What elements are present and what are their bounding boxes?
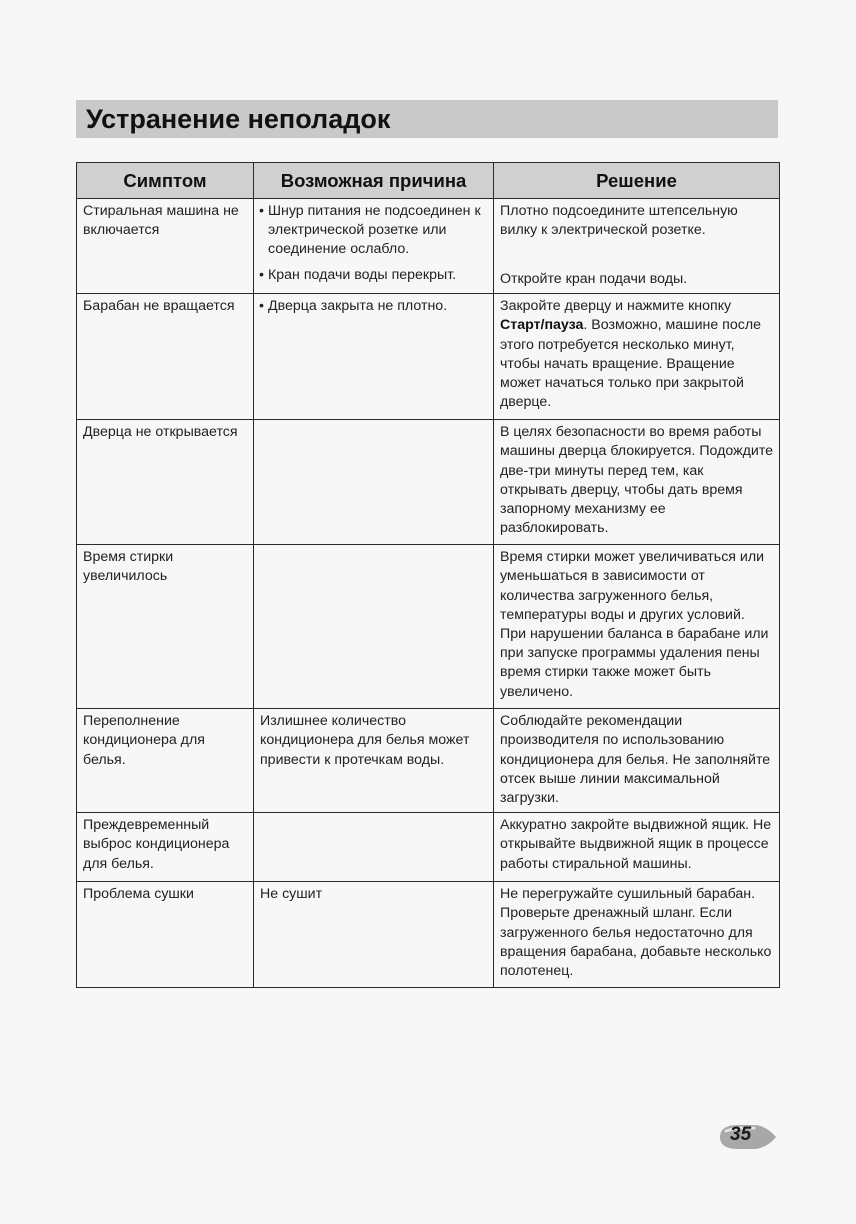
cause-cell bbox=[254, 882, 494, 988]
solution-cell bbox=[494, 813, 780, 882]
symptom-text: Дверца не открывается bbox=[83, 424, 238, 441]
symptom-cell bbox=[77, 813, 254, 882]
page-number-badge bbox=[716, 1122, 776, 1152]
cause-cell bbox=[254, 545, 494, 709]
bullet-icon: • bbox=[259, 298, 264, 315]
solution-cell bbox=[494, 199, 780, 294]
cause-item bbox=[254, 294, 493, 316]
symptom-text: Преждевременный выброс кондиционера для белья. bbox=[83, 817, 230, 872]
bullet-icon: • bbox=[259, 203, 264, 219]
solution-text: Соблюдайте рекомендации производителя по использованию кондиционера для белья. Не заполняйте отсек выше линии максимальной загрузки. bbox=[500, 713, 771, 807]
solution-cell bbox=[494, 294, 780, 420]
cause-cell bbox=[254, 294, 494, 420]
cause-item bbox=[254, 260, 493, 285]
solution-text-end: . Возможно, машине после этого потребуется несколько минут, чтобы начать вращение. Вращение может начаться только при закрытой дверце. bbox=[500, 317, 761, 411]
table-row bbox=[77, 294, 780, 420]
symptom-cell bbox=[77, 420, 254, 545]
symptom-cell bbox=[77, 294, 254, 420]
solution-text: Время стирки может увеличиваться или уменьшаться в зависимости от количества загруженного белья, температуры воды и других условий. При нарушении баланса в барабане или при запуске программы удаления пены время стирки также может быть увеличено. bbox=[500, 549, 769, 700]
solution-text: Не перегружайте сушильный барабан. Проверьте дренажный шланг. Если загруженного белья недостаточно для вращения барабана, добавьте несколько полотенец. bbox=[500, 886, 772, 980]
cause-cell bbox=[254, 199, 494, 294]
symptom-cell bbox=[77, 709, 254, 813]
cause-text: Не сушит bbox=[260, 886, 323, 903]
cause-text: Шнур питания не подсоединен к электрической розетке или соединение ослабло. bbox=[268, 203, 481, 258]
cause-item bbox=[254, 199, 493, 260]
bullet-icon: • bbox=[259, 266, 264, 283]
solution-cell bbox=[494, 545, 780, 709]
table-row bbox=[77, 199, 780, 294]
page-number: 35 bbox=[730, 1124, 752, 1145]
symptom-text: Барабан не вращается bbox=[83, 298, 235, 315]
solution-text: Аккуратно закройте выдвижной ящик. Не открывайте выдвижной ящик в процессе работы стиральной машины. bbox=[500, 817, 772, 872]
solution-text-start: Закройте дверцу и нажмите кнопку bbox=[500, 298, 732, 315]
symptom-cell bbox=[77, 545, 254, 709]
solution-text bbox=[494, 294, 779, 416]
cause-text bbox=[254, 545, 493, 552]
table-row bbox=[77, 882, 780, 988]
symptom-cell bbox=[77, 882, 254, 988]
symptom-cell bbox=[77, 199, 254, 294]
header-solution: Решение bbox=[494, 163, 780, 199]
cause-text: Кран подачи воды перекрыт. bbox=[268, 266, 457, 283]
header-symptom: Симптом bbox=[77, 163, 254, 199]
table-row bbox=[77, 709, 780, 813]
solution-text: Плотно подсоедините штепсельную вилку к электрической розетке. bbox=[500, 203, 738, 239]
cause-text bbox=[254, 420, 493, 427]
table-row bbox=[77, 545, 780, 709]
solution-cell bbox=[494, 882, 780, 988]
cause-text: Излишнее количество кондиционера для белья может привести к протечкам воды. bbox=[260, 713, 470, 768]
title-bar bbox=[76, 100, 778, 138]
symptom-text: Время стирки увеличилось bbox=[83, 549, 174, 585]
table-row bbox=[77, 813, 780, 882]
cause-cell bbox=[254, 420, 494, 545]
start-pause-button-name: Старт/пауза bbox=[500, 317, 584, 334]
cause-text bbox=[254, 813, 493, 820]
cause-cell bbox=[254, 709, 494, 813]
solution-text: В целях безопасности во время работы машины дверца блокируется. Подождите две-три минуты перед тем, как открывать дверцу, чтобы дать время запорному механизму ее разблокировать. bbox=[500, 424, 774, 537]
troubleshooting-table bbox=[76, 162, 780, 988]
cause-text: Дверца закрыта не плотно. bbox=[268, 298, 448, 315]
header-cause: Возможная причина bbox=[254, 163, 494, 199]
symptom-text: Стиральная машина не включается bbox=[83, 203, 239, 239]
table-row bbox=[77, 420, 780, 545]
solution-cell bbox=[494, 709, 780, 813]
page-title: Устранение неполадок bbox=[86, 104, 391, 134]
symptom-text: Переполнение кондиционера для белья. bbox=[83, 713, 205, 768]
table-header-row bbox=[77, 163, 780, 199]
symptom-text: Проблема сушки bbox=[83, 886, 194, 903]
solution-text: Откройте кран подачи воды. bbox=[500, 271, 688, 287]
solution-cell bbox=[494, 420, 780, 545]
cause-cell bbox=[254, 813, 494, 882]
